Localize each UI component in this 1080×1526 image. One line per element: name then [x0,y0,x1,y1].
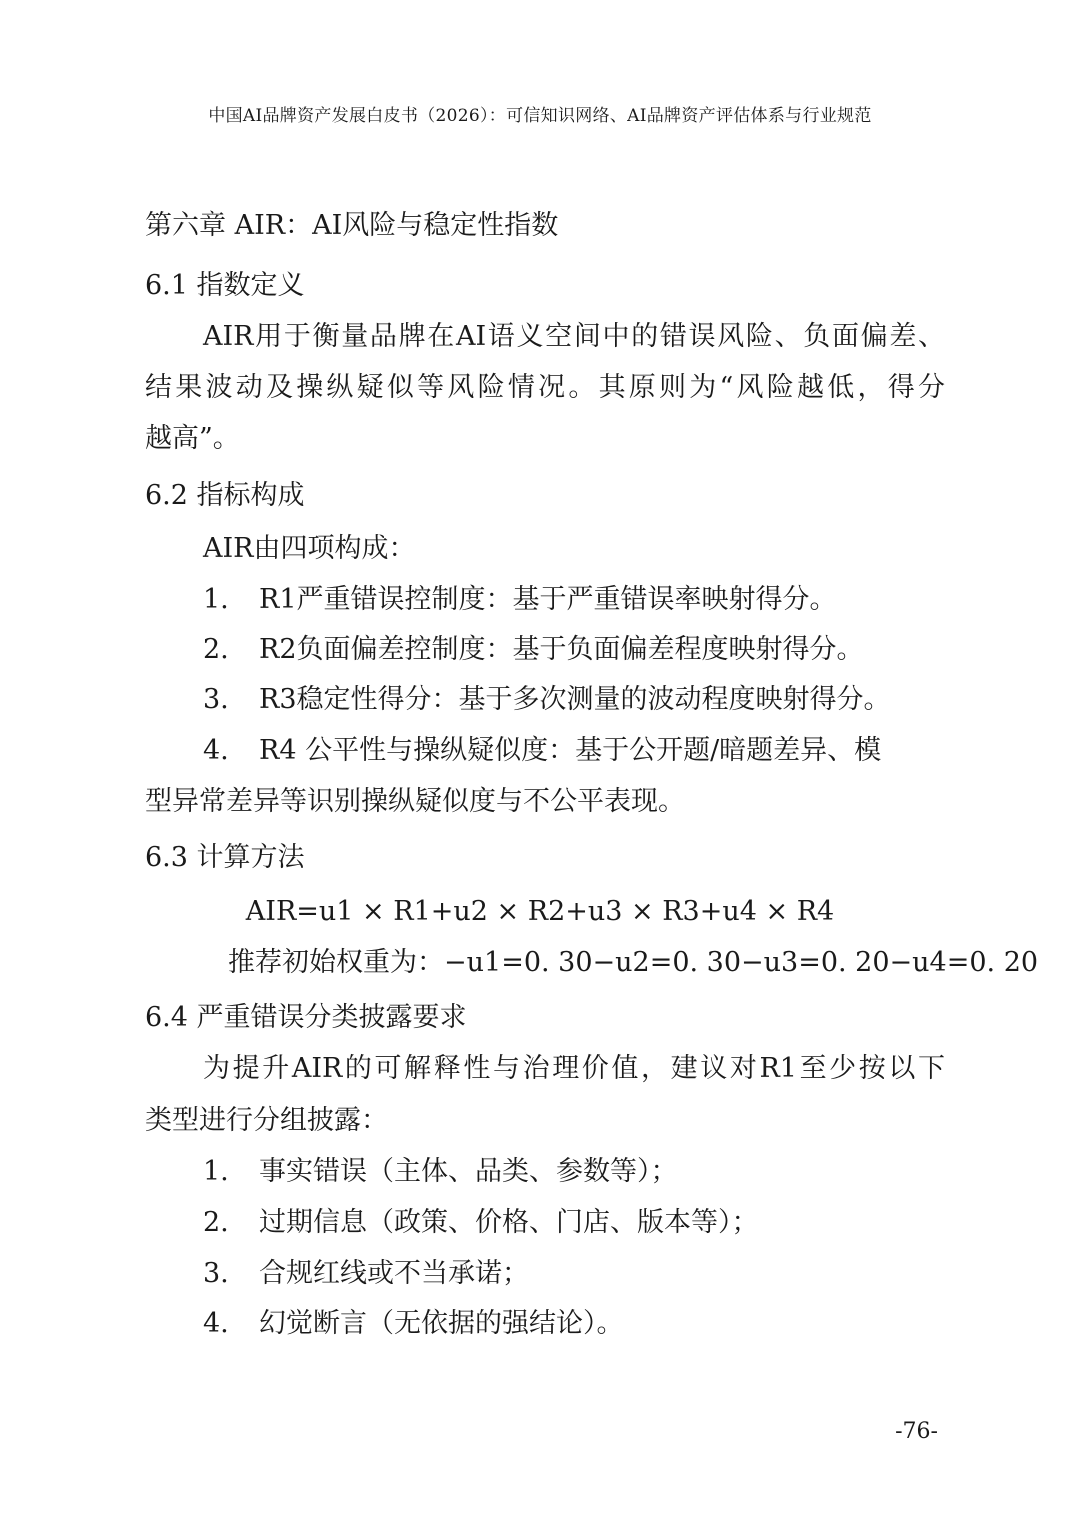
list-number: 4. [203,735,229,766]
list-item [203,1260,529,1287]
section-6-3-heading: 6.3 计算方法 [145,842,305,873]
section-6-1-heading: 6.1 指数定义 [145,270,305,301]
list-text: R4 公平性与操纵疑似度：基于公开题/暗题差异、模 [259,735,882,766]
formula: AIR=u1 × R1+u2 × R2+u3 × R3+u4 × R4 [245,896,835,927]
weights-line: 推荐初始权重为：−u1=0. 30−u2=0. 30−u3=0. 20−u4=0. 20 [228,947,1039,978]
list-item [203,586,837,613]
section-6-2-heading: 6.2 指标构成 [145,480,305,511]
list-item-continuation: 型异常差异等识别操纵疑似度与不公平表现。 [145,786,685,817]
list-number: 4. [203,1308,229,1339]
list-item [203,636,864,663]
list-number: 3. [203,1258,229,1289]
list-text: R1严重错误控制度：基于严重错误率映射得分。 [259,584,837,615]
list-item [203,1209,759,1236]
section-6-1-line-1: AIR用于衡量品牌在AI语义空间中的错误风险、负面偏差、 [203,321,945,352]
section-6-2-intro: AIR由四项构成： [203,533,416,564]
chapter-title: 第六章 AIR：AI风险与稳定性指数 [145,210,559,241]
list-text: 合规红线或不当承诺； [259,1258,529,1289]
list-item [203,737,881,764]
list-text: 事实错误（主体、品类、参数等）； [259,1156,678,1187]
section-6-4-line-2: 类型进行分组披露： [145,1105,388,1136]
list-number: 3. [203,684,229,715]
list-text: 幻觉断言（无依据的强结论）。 [259,1308,624,1339]
section-6-4-line-1: 为提升AIR的可解释性与治理价值，建议对R1至少按以下 [203,1053,945,1084]
list-text: R2负面偏差控制度：基于负面偏差程度映射得分。 [259,634,864,665]
list-item [203,1310,624,1337]
list-number: 2. [203,1207,229,1238]
list-number: 1. [203,584,229,615]
list-number: 2. [203,634,229,665]
page-number: -76- [895,1419,938,1444]
list-text: R3稳定性得分：基于多次测量的波动程度映射得分。 [259,684,891,715]
running-header: 中国AI品牌资产发展白皮书（2026）：可信知识网络、AI品牌资产评估体系与行业规范 [208,106,872,126]
list-number: 1. [203,1156,229,1187]
list-item [203,686,891,713]
section-6-1-line-3: 越高”。 [145,423,240,454]
list-item [203,1158,678,1185]
section-6-1-line-2: 结果波动及操纵疑似等风险情况。其原则为“风险越低，得分 [145,372,945,403]
list-text: 过期信息（政策、价格、门店、版本等）； [259,1207,759,1238]
section-6-4-heading: 6.4 严重错误分类披露要求 [145,1002,467,1033]
